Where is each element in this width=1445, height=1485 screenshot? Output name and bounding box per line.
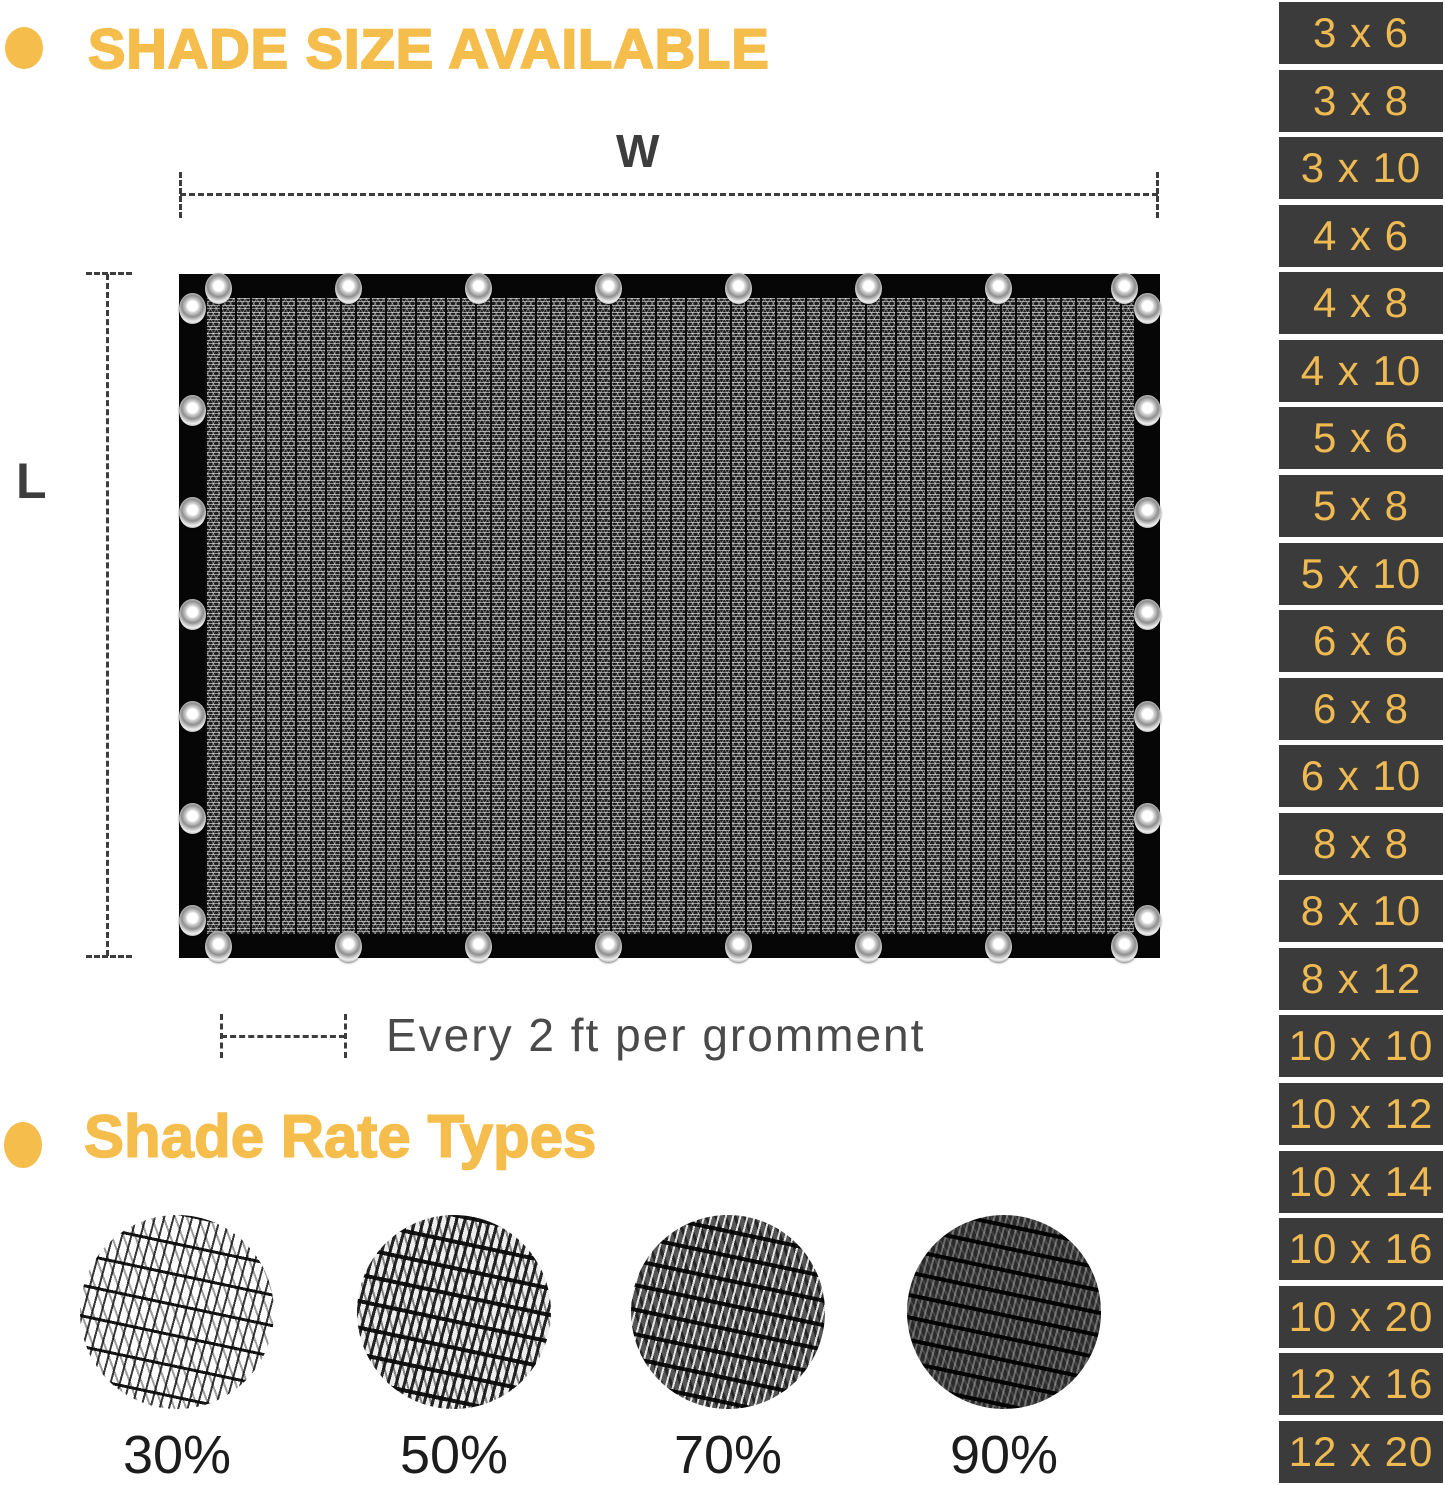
grommet-icon: [335, 931, 362, 962]
size-chip: 4 x 6: [1279, 205, 1443, 267]
grommet-icon: [179, 803, 206, 834]
shade-rate-label: 30%: [122, 1425, 232, 1485]
grommet-icon: [179, 701, 206, 732]
shade-rate-label: 50%: [399, 1425, 509, 1485]
section-title-shade-rate: Shade Rate Types: [84, 1103, 597, 1170]
size-chip: 3 x 8: [1279, 70, 1443, 132]
grommet-icon: [595, 273, 622, 304]
grommet-icon: [1111, 931, 1138, 962]
grommet-icon: [205, 273, 232, 304]
grommet-icon: [205, 931, 232, 962]
size-options-panel: [1279, 0, 1443, 1485]
size-chip: 12 x 20: [1279, 1421, 1443, 1483]
size-chip: 4 x 8: [1279, 272, 1443, 334]
grommet-icon: [985, 931, 1012, 962]
shade-net-diagram: [179, 274, 1160, 958]
grommet-icon: [465, 273, 492, 304]
size-chip: 8 x 10: [1279, 880, 1443, 942]
grommet-icon: [1134, 905, 1161, 936]
width-dimension-tick-right: [1156, 172, 1159, 218]
size-chip: 5 x 6: [1279, 407, 1443, 469]
size-chip: 5 x 10: [1279, 543, 1443, 605]
size-chip: 10 x 20: [1279, 1286, 1443, 1348]
grommet-icon: [465, 931, 492, 962]
grommet-spacing-line: [221, 1035, 345, 1038]
width-dimension-tick-left: [179, 172, 182, 218]
grommet-icon: [1134, 497, 1161, 528]
grommet-icon: [985, 273, 1012, 304]
grommet-icon: [725, 273, 752, 304]
shade-rate-swatch-90: [907, 1215, 1101, 1409]
grommet-icon: [1134, 803, 1161, 834]
size-chip: 8 x 8: [1279, 813, 1443, 875]
size-chip: 10 x 14: [1279, 1151, 1443, 1213]
grommet-icon: [1134, 293, 1161, 324]
size-chip: 5 x 8: [1279, 475, 1443, 537]
width-dimension-label: W: [616, 125, 660, 177]
grommet-icon: [179, 293, 206, 324]
grommet-icon: [1134, 701, 1161, 732]
grommet-spacing-tick-right: [344, 1014, 347, 1058]
grommet-icon: [179, 599, 206, 630]
grommet-icon: [179, 395, 206, 426]
size-chip: 12 x 16: [1279, 1353, 1443, 1415]
bullet-dot-icon: [4, 1122, 42, 1168]
size-chip: 3 x 6: [1279, 2, 1443, 64]
grommet-icon: [855, 273, 882, 304]
grommet-icon: [1134, 395, 1161, 426]
size-chip: 6 x 10: [1279, 745, 1443, 807]
size-chip: 6 x 6: [1279, 610, 1443, 672]
length-dimension-label: L: [16, 453, 47, 509]
bullet-dot-icon: [5, 27, 43, 69]
grommet-icon: [725, 931, 752, 962]
size-chip: 4 x 10: [1279, 340, 1443, 402]
shade-rate-swatch-30: [80, 1215, 274, 1409]
shade-rate-label: 90%: [949, 1425, 1059, 1485]
grommet-icon: [855, 931, 882, 962]
grommet-spacing-note: Every 2 ft per gromment: [386, 1009, 926, 1061]
length-dimension-line: [106, 274, 109, 956]
width-dimension-line: [180, 193, 1158, 196]
grommet-icon: [1111, 273, 1138, 304]
grommet-icon: [335, 273, 362, 304]
size-chip: 10 x 12: [1279, 1083, 1443, 1145]
size-chip: 8 x 12: [1279, 948, 1443, 1010]
grommet-icon: [179, 905, 206, 936]
grommet-spacing-tick-left: [220, 1014, 223, 1058]
grommet-icon: [595, 931, 622, 962]
shade-rate-swatch-70: [631, 1215, 825, 1409]
length-dimension-tick-top: [86, 272, 132, 275]
section-title-shade-size: SHADE SIZE AVAILABLE: [88, 17, 770, 80]
grommet-icon: [1134, 599, 1161, 630]
size-chip: 3 x 10: [1279, 137, 1443, 199]
size-chip: 6 x 8: [1279, 678, 1443, 740]
size-chip: 10 x 10: [1279, 1015, 1443, 1077]
shade-rate-label: 70%: [673, 1425, 783, 1485]
shade-rate-swatch-50: [357, 1215, 551, 1409]
mesh-area: [205, 298, 1134, 934]
length-dimension-tick-bottom: [86, 955, 132, 958]
size-chip: 10 x 16: [1279, 1218, 1443, 1280]
grommet-icon: [179, 497, 206, 528]
